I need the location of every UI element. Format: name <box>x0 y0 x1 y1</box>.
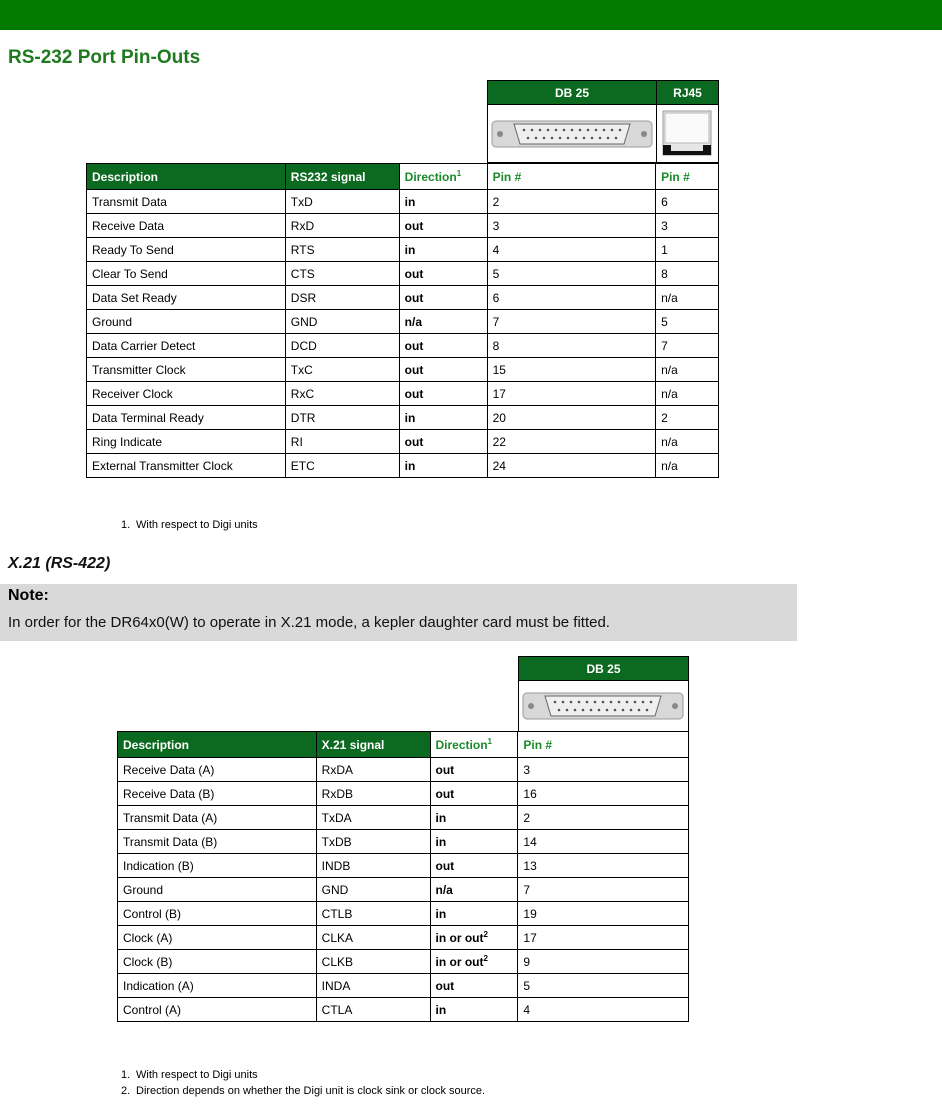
table-row <box>87 262 719 286</box>
cell-signal: CTLA <box>316 998 430 1022</box>
cell-direction: n/a <box>399 310 487 334</box>
db25-connector-icon <box>488 105 656 162</box>
cell-signal: TxDA <box>316 806 430 830</box>
cell-db25-pin: 8 <box>487 334 656 358</box>
section-title-rs232: RS-232 Port Pin-Outs <box>8 47 201 68</box>
top-header-bar <box>0 0 942 30</box>
table-row <box>118 974 689 998</box>
cell-db25-pin: 6 <box>487 286 656 310</box>
cell-signal: CTLB <box>316 902 430 926</box>
cell-db25-pin: 7 <box>518 878 689 902</box>
cell-signal: RxDA <box>316 758 430 782</box>
cell-description: Ground <box>118 878 317 902</box>
cell-rj45-pin: n/a <box>656 430 719 454</box>
note-box <box>0 584 797 641</box>
table-row <box>118 902 689 926</box>
cell-rj45-pin: n/a <box>656 286 719 310</box>
cell-signal: CLKA <box>316 926 430 950</box>
cell-direction: in <box>430 830 518 854</box>
rj45-image-cell <box>656 104 719 163</box>
table-row <box>87 334 719 358</box>
table-row <box>87 358 719 382</box>
cell-direction: in <box>399 190 487 214</box>
table-row <box>87 382 719 406</box>
cell-signal: INDA <box>316 974 430 998</box>
table-row <box>118 926 689 950</box>
cell-rj45-pin: 1 <box>656 238 719 262</box>
connector-header-db25-x21: DB 25 <box>518 656 689 681</box>
section-title-x21: X.21 (RS-422) <box>8 555 111 572</box>
cell-signal: CTS <box>285 262 399 286</box>
cell-direction: out <box>399 334 487 358</box>
cell-description: Transmit Data (A) <box>118 806 317 830</box>
cell-signal: DSR <box>285 286 399 310</box>
cell-direction: in <box>430 902 518 926</box>
cell-direction: in <box>399 406 487 430</box>
cell-direction: out <box>430 854 518 878</box>
cell-description: Control (A) <box>118 998 317 1022</box>
cell-direction: in or out$^2$ <box>430 950 518 974</box>
cell-direction: out <box>399 286 487 310</box>
rj45-connector-icon <box>657 105 718 162</box>
cell-description: Clear To Send <box>87 262 286 286</box>
col-header-description: Description <box>87 164 286 190</box>
cell-direction: out <box>399 262 487 286</box>
cell-direction: in <box>399 454 487 478</box>
cell-description: Ring Indicate <box>87 430 286 454</box>
table-row <box>118 758 689 782</box>
col-header-signal: RS232 signal <box>285 164 399 190</box>
cell-signal: CLKB <box>316 950 430 974</box>
col-header-db25-pin: Pin # <box>518 732 689 758</box>
cell-db25-pin: 5 <box>487 262 656 286</box>
cell-direction: out <box>430 758 518 782</box>
cell-direction: out <box>430 782 518 806</box>
cell-description: Receive Data (A) <box>118 758 317 782</box>
cell-direction: in <box>430 806 518 830</box>
cell-signal: TxD <box>285 190 399 214</box>
cell-description: Control (B) <box>118 902 317 926</box>
cell-rj45-pin: 7 <box>656 334 719 358</box>
cell-description: Receive Data <box>87 214 286 238</box>
cell-rj45-pin: 6 <box>656 190 719 214</box>
cell-description: Transmit Data <box>87 190 286 214</box>
table-row <box>87 430 719 454</box>
cell-db25-pin: 4 <box>518 998 689 1022</box>
col-header-description: Description <box>118 732 317 758</box>
table-row <box>118 854 689 878</box>
table-row <box>118 830 689 854</box>
cell-signal: RI <box>285 430 399 454</box>
cell-rj45-pin: 3 <box>656 214 719 238</box>
cell-direction: out <box>399 358 487 382</box>
table-row <box>87 310 719 334</box>
table-header-row <box>118 732 689 758</box>
cell-db25-pin: 24 <box>487 454 656 478</box>
cell-description: Transmit Data (B) <box>118 830 317 854</box>
cell-db25-pin: 22 <box>487 430 656 454</box>
cell-db25-pin: 7 <box>487 310 656 334</box>
cell-signal: RxD <box>285 214 399 238</box>
cell-description: Data Set Ready <box>87 286 286 310</box>
note-body: In order for the DR64x0(W) to operate in X.21 mode, a kepler daughter card must be fitted. <box>8 614 610 631</box>
cell-db25-pin: 17 <box>487 382 656 406</box>
cell-db25-pin: 3 <box>487 214 656 238</box>
cell-direction: in <box>399 238 487 262</box>
table-header-row <box>87 164 719 190</box>
cell-db25-pin: 15 <box>487 358 656 382</box>
cell-rj45-pin: n/a <box>656 454 719 478</box>
table-row <box>118 782 689 806</box>
cell-db25-pin: 17 <box>518 926 689 950</box>
cell-description: Receive Data (B) <box>118 782 317 806</box>
table-row <box>118 998 689 1022</box>
cell-signal: TxDB <box>316 830 430 854</box>
cell-db25-pin: 4 <box>487 238 656 262</box>
table-row <box>118 878 689 902</box>
db25-image-cell <box>487 104 657 163</box>
cell-description: External Transmitter Clock <box>87 454 286 478</box>
cell-rj45-pin: 5 <box>656 310 719 334</box>
cell-direction: out <box>399 382 487 406</box>
cell-description: Ground <box>87 310 286 334</box>
db25-image-cell-x21 <box>518 680 689 732</box>
cell-signal: INDB <box>316 854 430 878</box>
cell-signal: DCD <box>285 334 399 358</box>
cell-description: Clock (A) <box>118 926 317 950</box>
table-row <box>87 286 719 310</box>
table-row <box>87 454 719 478</box>
table-row <box>118 806 689 830</box>
col-header-db25-pin: Pin # <box>487 164 656 190</box>
footnote-x21-1: 1. With respect to Digi units <box>121 1069 258 1081</box>
cell-signal: GND <box>285 310 399 334</box>
cell-db25-pin: 14 <box>518 830 689 854</box>
note-title: Note: <box>8 587 49 604</box>
cell-description: Ready To Send <box>87 238 286 262</box>
cell-db25-pin: 19 <box>518 902 689 926</box>
cell-signal: RxC <box>285 382 399 406</box>
connector-header-db25: DB 25 <box>487 80 657 105</box>
cell-direction: out <box>399 214 487 238</box>
table-row <box>118 950 689 974</box>
rs232-pinout-table <box>86 163 719 478</box>
cell-description: Clock (B) <box>118 950 317 974</box>
col-header-direction: Direction$^1$ <box>430 732 518 758</box>
cell-direction: in or out$^2$ <box>430 926 518 950</box>
cell-description: Indication (A) <box>118 974 317 998</box>
db25-connector-icon <box>519 681 688 731</box>
cell-db25-pin: 2 <box>518 806 689 830</box>
table-row <box>87 238 719 262</box>
cell-db25-pin: 16 <box>518 782 689 806</box>
cell-signal: ETC <box>285 454 399 478</box>
cell-db25-pin: 9 <box>518 950 689 974</box>
table-row <box>87 214 719 238</box>
cell-db25-pin: 3 <box>518 758 689 782</box>
cell-rj45-pin: 2 <box>656 406 719 430</box>
cell-rj45-pin: n/a <box>656 358 719 382</box>
cell-description: Indication (B) <box>118 854 317 878</box>
footnote-x21-2: 2. Direction depends on whether the Digi unit is clock sink or clock source. <box>121 1085 486 1097</box>
cell-db25-pin: 20 <box>487 406 656 430</box>
cell-description: Data Carrier Detect <box>87 334 286 358</box>
footnote-rs232-1: 1. With respect to Digi units <box>121 519 258 531</box>
cell-db25-pin: 13 <box>518 854 689 878</box>
cell-rj45-pin: 8 <box>656 262 719 286</box>
cell-description: Receiver Clock <box>87 382 286 406</box>
cell-signal: RTS <box>285 238 399 262</box>
table-row <box>87 406 719 430</box>
cell-direction: out <box>399 430 487 454</box>
cell-direction: n/a <box>430 878 518 902</box>
x21-pinout-table <box>117 731 689 1022</box>
cell-signal: DTR <box>285 406 399 430</box>
cell-description: Transmitter Clock <box>87 358 286 382</box>
cell-signal: RxDB <box>316 782 430 806</box>
cell-db25-pin: 5 <box>518 974 689 998</box>
cell-description: Data Terminal Ready <box>87 406 286 430</box>
connector-header-rj45: RJ45 <box>656 80 719 105</box>
cell-signal: TxC <box>285 358 399 382</box>
col-header-rj45-pin: Pin # <box>656 164 719 190</box>
cell-direction: in <box>430 998 518 1022</box>
cell-direction: out <box>430 974 518 998</box>
table-row <box>87 190 719 214</box>
cell-db25-pin: 2 <box>487 190 656 214</box>
col-header-signal: X.21 signal <box>316 732 430 758</box>
col-header-direction: Direction$^1$ <box>399 164 487 190</box>
cell-signal: GND <box>316 878 430 902</box>
cell-rj45-pin: n/a <box>656 382 719 406</box>
